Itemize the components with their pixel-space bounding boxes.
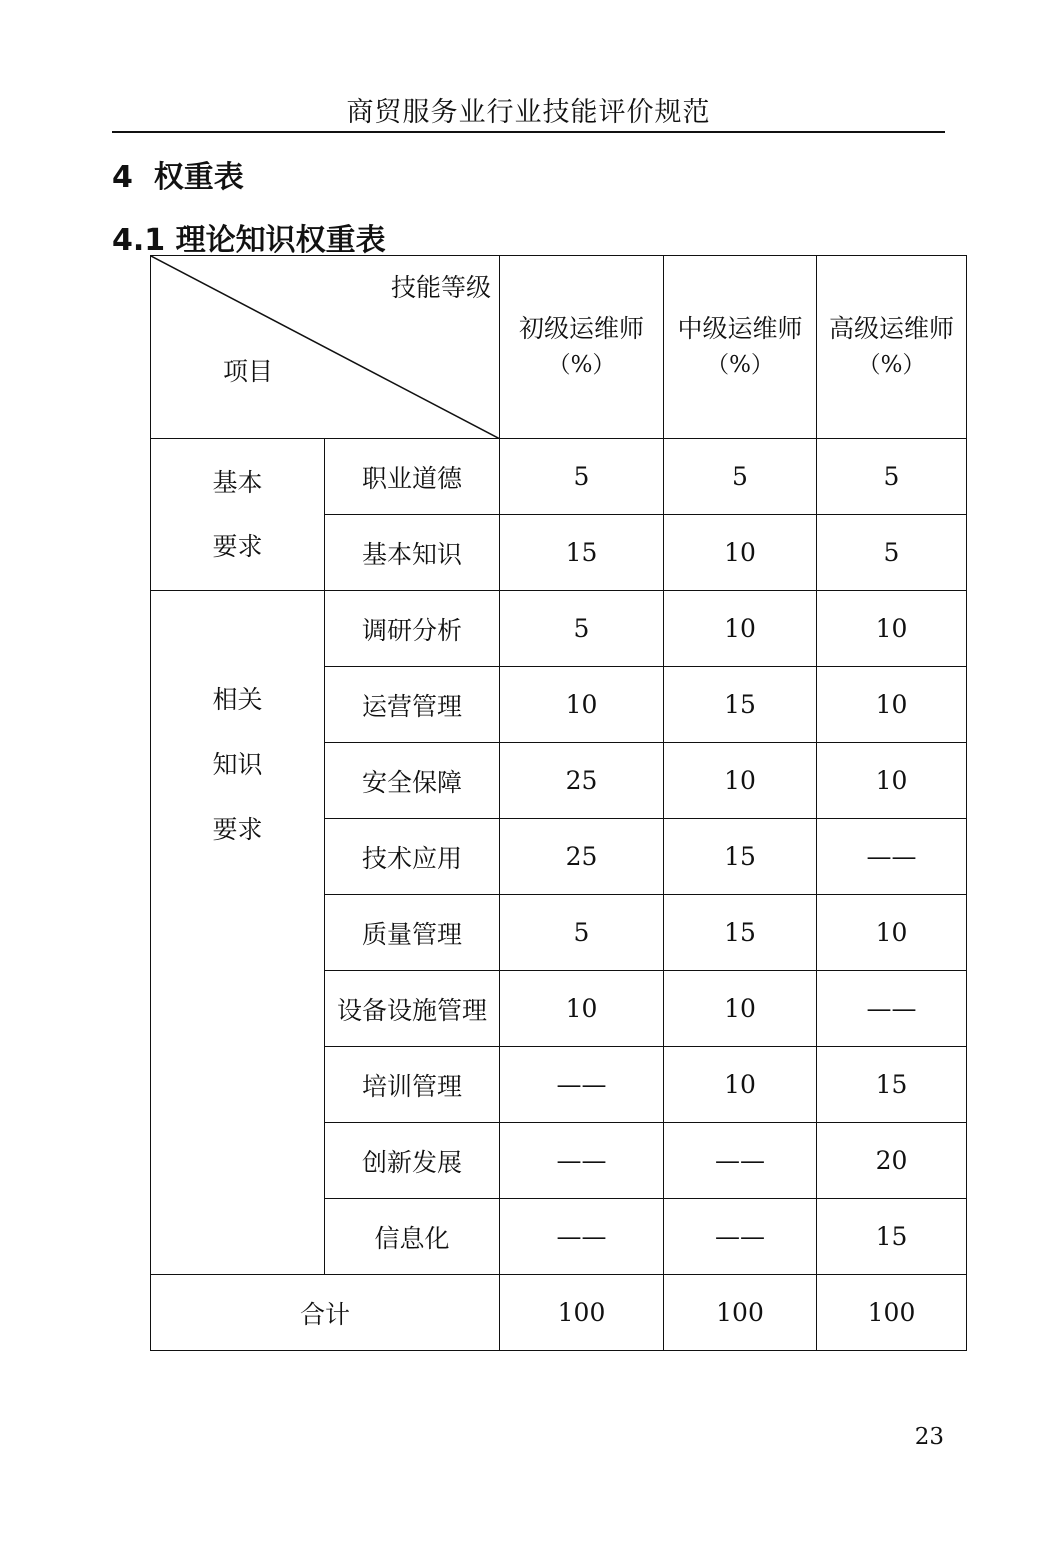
level-name: 中级运维师 xyxy=(677,314,803,343)
value-cell: 10 xyxy=(664,971,817,1047)
header-rule xyxy=(112,131,945,133)
value-cell: 10 xyxy=(817,895,967,971)
value-cell: —— xyxy=(817,971,967,1047)
value-cell: 25 xyxy=(500,743,664,819)
subsection-heading xyxy=(112,215,386,259)
total-value: 100 xyxy=(664,1275,817,1351)
page-number: 23 xyxy=(914,1424,944,1450)
subsection-title: 理论知识权重表 xyxy=(175,223,386,258)
level-header-intermediate xyxy=(664,256,817,439)
value-cell: 5 xyxy=(500,895,664,971)
item-cell: 职业道德 xyxy=(325,439,500,515)
value-cell: 5 xyxy=(817,439,967,515)
value-cell: 15 xyxy=(817,1199,967,1275)
theory-weight-table xyxy=(150,255,967,1351)
item-cell: 安全保障 xyxy=(325,743,500,819)
level-name: 初级运维师 xyxy=(518,314,644,343)
value-cell: 10 xyxy=(664,591,817,667)
value-cell: 15 xyxy=(664,895,817,971)
item-cell: 设备设施管理 xyxy=(325,971,500,1047)
value-cell: 10 xyxy=(500,667,664,743)
subsection-number: 4.1 xyxy=(112,223,166,258)
corner-label-item: 项目 xyxy=(223,357,274,386)
value-cell: 10 xyxy=(664,743,817,819)
value-cell: —— xyxy=(817,819,967,895)
value-cell: 10 xyxy=(817,743,967,819)
item-cell: 技术应用 xyxy=(325,819,500,895)
value-cell: 10 xyxy=(817,591,967,667)
table-row xyxy=(151,439,967,515)
item-cell: 调研分析 xyxy=(325,591,500,667)
level-header-junior xyxy=(500,256,664,439)
level-unit: （%） xyxy=(706,352,774,378)
table-header-row xyxy=(151,256,967,439)
item-cell: 创新发展 xyxy=(325,1123,500,1199)
total-label: 合计 xyxy=(151,1275,500,1351)
running-header: 商贸服务业行业技能评价规范 xyxy=(346,97,711,128)
value-cell: —— xyxy=(500,1123,664,1199)
value-cell: 10 xyxy=(664,1047,817,1123)
section-number: 4 xyxy=(112,160,133,195)
level-unit: （%） xyxy=(547,352,616,378)
item-cell: 基本知识 xyxy=(325,515,500,591)
value-cell: 5 xyxy=(500,439,664,515)
value-cell: —— xyxy=(664,1199,817,1275)
value-cell: 15 xyxy=(500,515,664,591)
value-cell: —— xyxy=(500,1047,664,1123)
group-label-basic: 基本 要求 xyxy=(151,439,325,591)
value-cell: 20 xyxy=(817,1123,967,1199)
value-cell: 15 xyxy=(817,1047,967,1123)
total-row xyxy=(151,1275,967,1351)
corner-label-level: 技能等级 xyxy=(390,273,491,302)
item-cell: 运营管理 xyxy=(325,667,500,743)
value-cell: —— xyxy=(664,1123,817,1199)
section-heading xyxy=(112,152,244,196)
value-cell: 25 xyxy=(500,819,664,895)
level-header-senior xyxy=(817,256,967,439)
value-cell: 15 xyxy=(664,667,817,743)
value-cell: —— xyxy=(500,1199,664,1275)
level-name: 高级运维师 xyxy=(828,314,954,343)
value-cell: 5 xyxy=(500,591,664,667)
value-cell: 15 xyxy=(664,819,817,895)
section-title: 权重表 xyxy=(153,160,244,195)
value-cell: 5 xyxy=(817,515,967,591)
item-cell: 质量管理 xyxy=(325,895,500,971)
level-unit: （%） xyxy=(857,352,926,378)
item-cell: 培训管理 xyxy=(325,1047,500,1123)
diagonal-header-cell xyxy=(151,256,500,439)
group-label-related-knowledge: 相关 知识 要求 xyxy=(151,591,325,1275)
value-cell: 10 xyxy=(500,971,664,1047)
total-value: 100 xyxy=(500,1275,664,1351)
value-cell: 5 xyxy=(664,439,817,515)
value-cell: 10 xyxy=(817,667,967,743)
total-value: 100 xyxy=(817,1275,967,1351)
table-row xyxy=(151,591,967,667)
item-cell: 信息化 xyxy=(325,1199,500,1275)
value-cell: 10 xyxy=(664,515,817,591)
